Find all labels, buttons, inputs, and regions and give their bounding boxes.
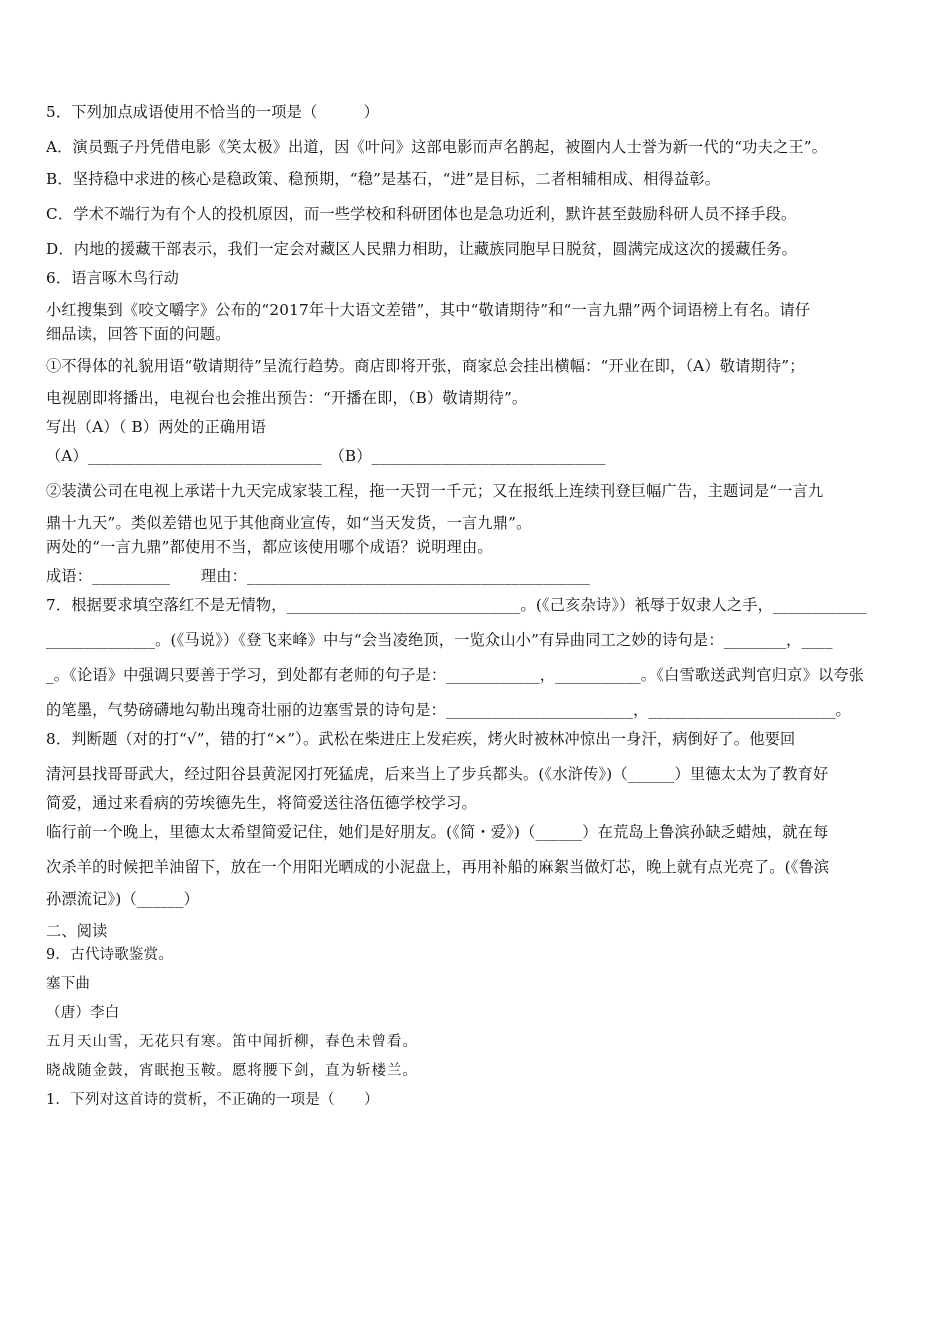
question-9-title: 9．古代诗歌鉴赏。 <box>46 947 174 963</box>
question-6-title: 6．语言啄木鸟行动 <box>46 269 179 287</box>
question-6-part1-prompt: 写出（A）（ B）两处的正确用语 <box>46 418 266 436</box>
question-6-part2-prompt: 两处的“一言九鼎”都使用不当，都应该使用哪个成语？说明理由。 <box>46 538 493 556</box>
poem-line2: 晓战随金鼓，宵眠抱玉鞍。愿将腰下剑，直为斩楼兰。 <box>46 1063 418 1079</box>
question-5-option-b: B．坚持稳中求进的核心是稳政策、稳预期，“稳”是基石，“进”是目标，二者相辅相成、相得益彰。 <box>46 170 721 188</box>
poem-author: （唐）李白 <box>46 1005 120 1021</box>
section-2-heading: 二、阅读 <box>46 922 108 940</box>
question-6-intro-line2: 细品读，回答下面的问题。 <box>46 325 231 343</box>
poem-line1: 五月天山雪，无花只有寒。笛中闻折柳，春色未曾看。 <box>46 1034 418 1050</box>
question-5-option-d: D．内地的援藏干部表示，我们一定会对藏区人民鼎力相助，让藏族同胞早日脱贫，圆满完成这次的援藏任务。 <box>46 240 797 258</box>
question-8-line3: 简爱，通过来看病的劳埃德先生，将简爱送往洛伍德学校学习。 <box>46 794 477 812</box>
question-6-part1-line1: ①不得体的礼貌用语“敬请期待”呈流行趋势。商店即将开张，商家总会挂出横幅：“开业在即，（A）敬请期待”； <box>46 357 805 375</box>
question-8-line6: 孙漂流记》)（______） <box>46 890 200 908</box>
document-page <box>46 100 908 1112</box>
question-7-line1: 7．根据要求填空落红不是无情物，______________________________。(《己亥杂诗》）衹辱于奴隶人之手，____________ <box>46 596 867 614</box>
question-8-line5: 次杀羊的时候把羊油留下，放在一个用阳光晒成的小泥盘上，再用补船的麻絮当做灯芯，晚上就有点光亮了。(《鲁滨 <box>46 858 830 876</box>
question-6-intro-line1: 小红搜集到《咬文嚼字》公布的“2017年十大语文差错”，其中“敬请期待”和“一言九鼎”两个词语榜上有名。请仔 <box>46 301 811 319</box>
question-7-line4: 的笔墨，气势磅礴地勾勒出瑰奇壮丽的边塞雪景的诗句是：________________________，________________________。 <box>46 701 851 719</box>
question-5-stem: 5．下列加点成语使用不恰当的一项是（ ） <box>46 103 380 121</box>
question-8-line4: 临行前一个晚上，里德太太希望简爱记住，她们是好朋友。(《简・爱》)（______）在荒岛上鲁滨孙缺乏蜡烛，就在每 <box>46 823 829 841</box>
poem-title: 塞下曲 <box>46 976 91 992</box>
question-8-line2: 清河县找哥哥武大，经过阳谷县黄泥冈打死猛虎，后来当上了步兵都头。(《水浒传》)（______）里德太太为了教育好 <box>46 765 829 783</box>
question-8-line1: 8．判断题（对的打“√”，错的打“×”）。武松在柴进庄上发疟疾，烤火时被林冲惊出一身汗，病倒好了。他要回 <box>46 730 796 748</box>
question-7-line2: ______________。(《马说》）《登飞来峰》中与“会当凌绝顶，一览众山小”有异曲同工之妙的诗句是：________，____ <box>46 631 833 649</box>
question-6-part2-line1: ②装潢公司在电视上承诺十九天完成家装工程，拖一天罚一千元；又在报纸上连续刊登巨幅广告，主题词是“一言九 <box>46 482 824 500</box>
question-7-line3: _。《论语》中强调只要善于学习，到处都有老师的句子是：____________，___________。《白雪歌送武判官归京》以夸张 <box>46 666 865 684</box>
question-9-sub1: 1．下列对这首诗的赏析，不正确的一项是（ ） <box>46 1092 379 1108</box>
question-6-part1-line2: 电视剧即将播出，电视台也会推出预告：“开播在即，（B）敬请期待”。 <box>46 389 528 407</box>
question-6-part2-answer-blanks: 成语：__________ 理由：____________________________________________ <box>46 567 590 585</box>
question-6-part1-answer-blanks: （A）______________________________ （B）______________________________ <box>46 447 606 465</box>
question-5-option-a: A．演员甄子丹凭借电影《笑太极》出道，因《叶问》这部电影而声名鹊起，被圈内人士誉为新一代的“功夫之王”。 <box>46 138 828 156</box>
question-6-part2-line2: 鼎十九天”。类似差错也见于其他商业宣传，如“当天发货，一言九鼎”。 <box>46 514 532 532</box>
question-5-option-c: C．学术不端行为有个人的投机原因，而一些学校和科研团体也是急功近利，默许甚至鼓励科研人员不择手段。 <box>46 205 797 223</box>
